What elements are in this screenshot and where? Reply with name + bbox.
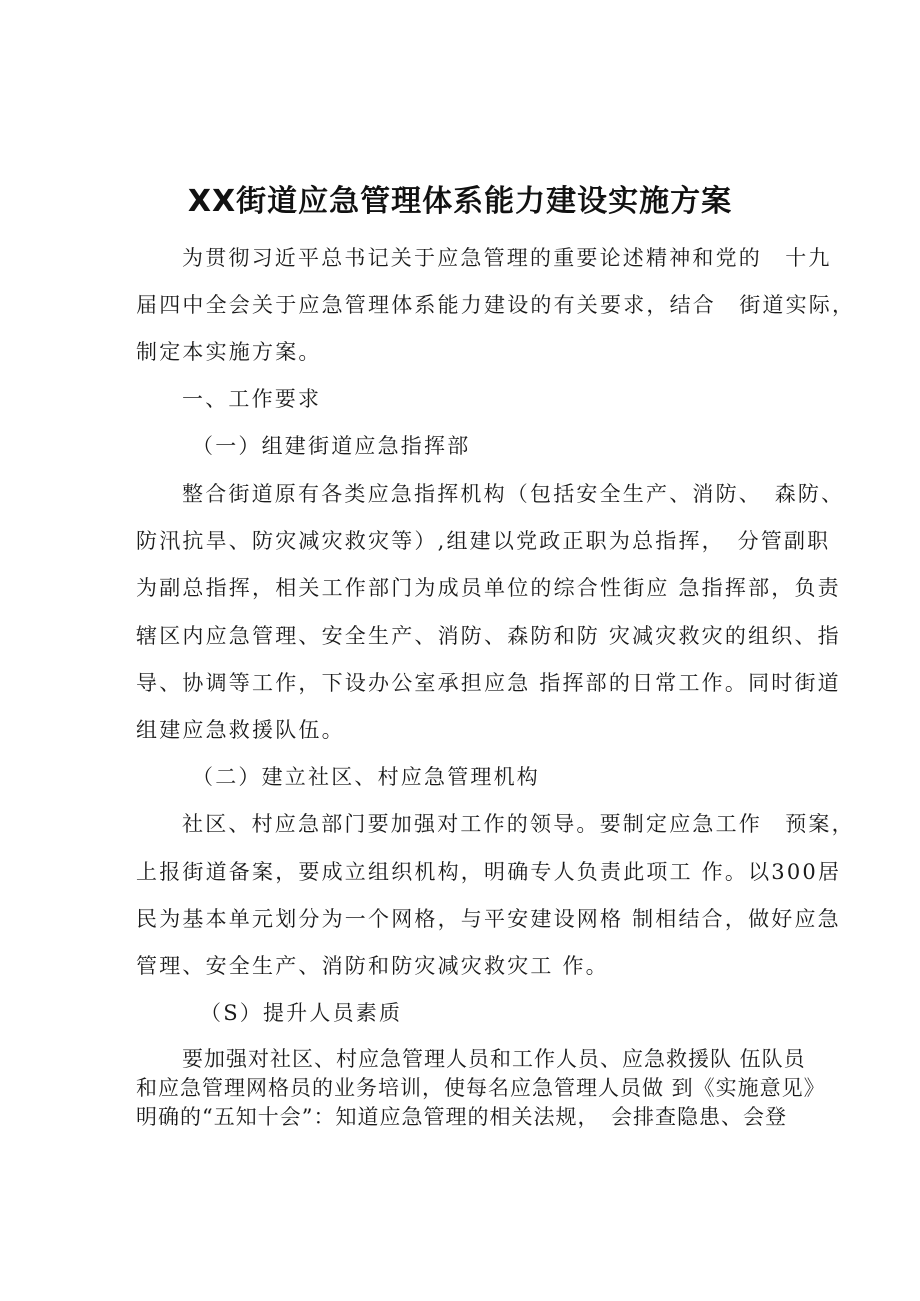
- document-title: XX街道应急管理体系能力建设实施方案: [187, 184, 733, 219]
- paragraph-line: 导、协调等工作，下设办公室承担应急 指挥部的日常工作。同时街道: [136, 671, 841, 695]
- paragraph-line: 民为基本单元划分为一个网格，与平安建设网格 制相结合，做好应急: [136, 907, 841, 931]
- paragraph-line: 明确的“五知十会”：知道应急管理的相关法规， 会排查隐患、会登: [136, 1105, 787, 1129]
- paragraph-line: 要加强对社区、村应急管理人员和工作人员、应急救援队 伍队员: [182, 1047, 806, 1071]
- paragraph-line: 社区、村应急部门要加强对工作的领导。要制定应急工作 预案，: [182, 812, 855, 836]
- paragraph-line: 管理、安全生产、消防和防灾减灾救灾工 作。: [136, 954, 609, 978]
- paragraph-line: 整合街道原有各类应急指挥机构（包括安全生产、消防、 森防、: [182, 482, 845, 506]
- paragraph-line: 辖区内应急管理、安全生产、消防、森防和防 灾减灾救灾的组织、指: [136, 624, 841, 648]
- intro-line: 届四中全会关于应急管理体系能力建设的有关要求，结合 街道实际，: [136, 293, 856, 317]
- paragraph-line: 为副总指挥，相关工作部门为成员单位的综合性街应 急指挥部，负责: [136, 576, 841, 600]
- intro-line: 为贯彻习近平总书记关于应急管理的重要论述精神和党的 十九: [182, 246, 832, 270]
- paragraph-line: 防汛抗旱、防灾减灾救灾等）,组建以党政正职为总指挥， 分管副职: [136, 529, 831, 553]
- subsection-heading-2: （二）建立社区、村应急管理机构: [192, 765, 540, 789]
- subsection-heading-3: （S）提升人员素质: [200, 1001, 403, 1025]
- paragraph-line: 上报街道备案，要成立组织机构，明确专人负责此项工 作。以300居: [136, 860, 842, 884]
- subsection-heading-1: （一）组建街道应急指挥部: [192, 434, 471, 458]
- paragraph-line: 组建应急救援队伍。: [136, 718, 345, 742]
- section-heading-1: 一、工作要求: [182, 387, 322, 411]
- intro-line: 制定本实施方案。: [136, 340, 322, 364]
- paragraph-line: 和应急管理网格员的业务培训，使每名应急管理人员做 到《实施意见》: [136, 1076, 826, 1100]
